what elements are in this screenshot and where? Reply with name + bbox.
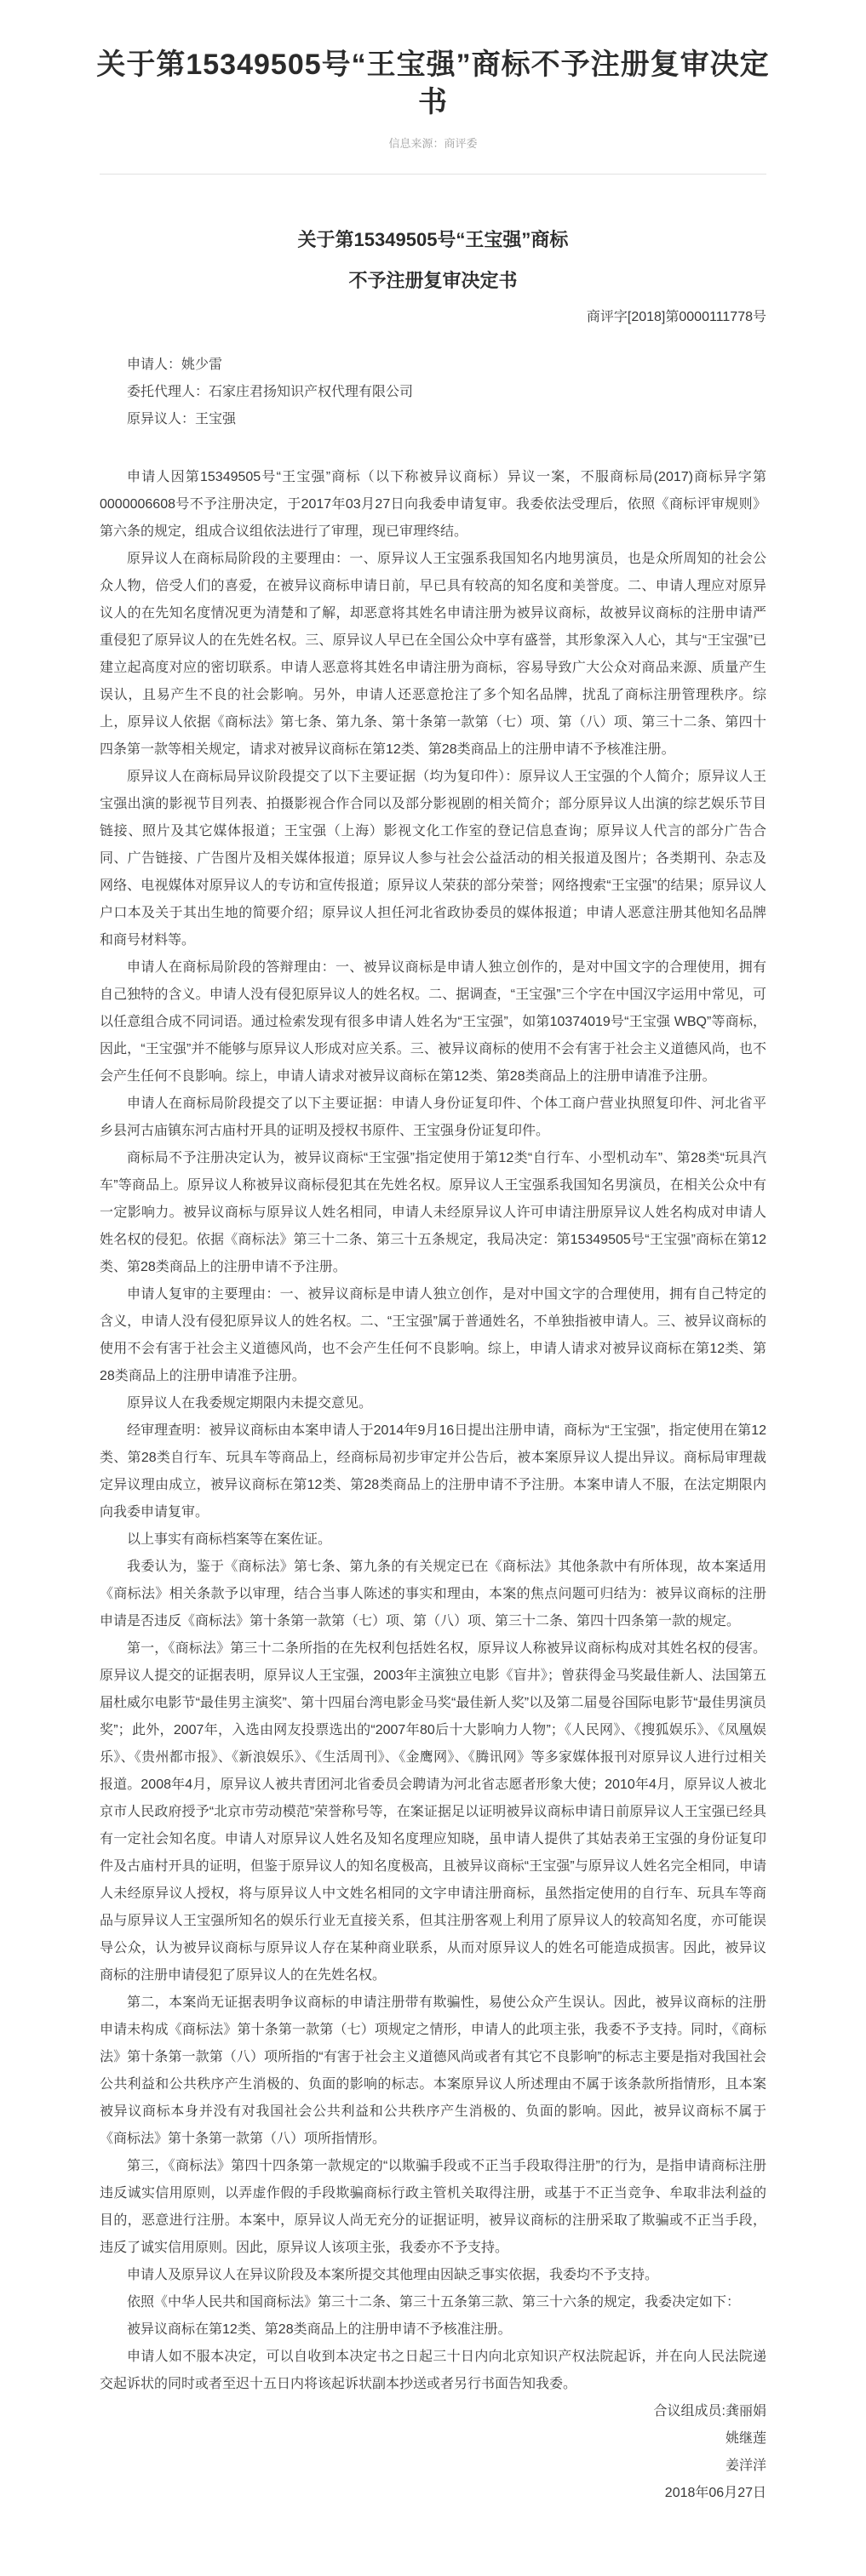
case-number: 商评字[2018]第0000111778号 <box>586 310 766 324</box>
document-paragraph: 经审理查明：被异议商标由本案申请人于2014年9月16日提出注册申请，商标为“王宝强”，指定使用在第12类、第28类自行车、玩具车等商品上，经商标局初步审定并公告后，被本案原异议人提出异议。商标局审理裁定异议理由成立，被异议商标在第12类、第28类商品上的注册申请不予注册。本案申请人不服，在法定期限内向我委申请复审。 <box>100 1423 766 1520</box>
document-paragraph: 申请人在商标局阶段提交了以下主要证据：申请人身份证复印件、个体工商户营业执照复印件、河北省平乡县河古庙镇东河古庙村开具的证明及授权书原件、王宝强身份证复印件。 <box>100 1096 766 1138</box>
document-title-line1: 关于第15349505号“王宝强”商标 <box>297 229 569 250</box>
party-agent: 委托代理人：石家庄君扬知识产权代理有限公司 <box>127 385 414 399</box>
info-source: 信息来源：商评委 <box>388 137 478 150</box>
document-paragraph: 被异议商标在第12类、第28类商品上的注册申请不予核准注册。 <box>127 2322 512 2337</box>
document-paragraph: 依照《中华人民共和国商标法》第三十二条、第三十五条第三款、第三十六条的规定，我委决定如下： <box>127 2295 741 2310</box>
document-paragraph: 申请人因第15349505号“王宝强”商标（以下称被异议商标）异议一案，不服商标局(2017)商标异字第0000006608号不予注册决定，于2017年03月27日向我委申请复审。我委依法受理后，依照《商标评审规则》第六条的规定，组成合议组依法进行了审理，现已审理终结。 <box>100 470 766 539</box>
document-paragraph: 商标局不予注册决定认为，被异议商标“王宝强”指定使用于第12类“自行车、小型机动车”、第28类“玩具汽车”等商品上。原异议人称被异议商标侵犯其在先姓名权。原异议人王宝强系我国知名男演员，在相关公众中有一定影响力。被异议商标与原异议人姓名相同，申请人未经原异议人许可申请注册原异议人姓名构成对申请人姓名权的侵犯。依据《商标法》第三十二条、第三十五条规定，我局决定：第15349505号“王宝强”商标在第12类、第28类商品上的注册申请不予注册。 <box>100 1151 766 1274</box>
signature-block <box>100 2398 766 2507</box>
document-paragraph: 申请人复审的主要理由：一、被异议商标是申请人独立创作，是对中国文字的合理使用，拥有自己特定的含义，申请人没有侵犯原异议人的姓名权。二、“王宝强”属于普通姓名，不单独指被申请人。三、被异议商标的使用不会有害于社会主义道德风尚，也不会产生任何不良影响。综上，申请人请求对被异议商标在第12类、第28类商品上的注册申请准予注册。 <box>100 1287 766 1383</box>
document-body <box>100 464 766 2398</box>
party-applicant: 申请人：姚少雷 <box>127 358 223 372</box>
document-paragraph: 第一，《商标法》第三十二条所指的在先权利包括姓名权，原异议人称被异议商标构成对其姓名权的侵害。原异议人提交的证据表明，原异议人王宝强，2003年主演独立电影《盲井》；曾获得金马奖最佳新人、法国第五届杜威尔电影节“最佳男主演奖”、第十四届台湾电影金马奖“最佳新人奖”以及第二届曼谷国际电影节“最佳男演员奖”；此外，2007年，入选由网友投票选出的“2007年80后十大影响力人物”；《人民网》、《搜狐娱乐》、《凤凰娱乐》、《贵州都市报》、《新浪娱乐》、《生活周刊》、《金鹰网》、《腾讯网》等多家媒体报刊对原异议人进行过相关报道。2008年4月，原异议人被共青团河北省委员会聘请为河北省志愿者形象大使；2010年4月，原异议人被北京市人民政府授予“北京市劳动模范”荣誉称号等，在案证据足以证明被异议商标申请日前原异议人王宝强已经具有一定社会知名度。申请人对原异议人姓名及知名度理应知晓，虽申请人提供了其姑表弟王宝强的身份证复印件及古庙村开具的证明，但鉴于原异议人的知名度极高，且被异议商标“王宝强”与原异议人姓名完全相同，申请人未经原异议人授权，将与原异议人中文姓名相同的文字申请注册商标，虽然指定使用的自行车、玩具车等商品与原异议人王宝强所知名的娱乐行业无直接关系，但其注册客观上利用了原异议人的较高知名度，亦可能误导公众，认为被异议商标与原异议人存在某种商业联系，从而对原异议人的姓名可能造成损害。因此，被异议商标的注册申请侵犯了原异议人的在先姓名权。 <box>100 1641 766 1983</box>
document-paragraph: 原异议人在商标局异议阶段提交了以下主要证据（均为复印件）：原异议人王宝强的个人简介；原异议人王宝强出演的影视节目列表、拍摄影视合作合同以及部分影视剧的相关简介；部分原异议人出演的综艺娱乐节目链接、照片及其它媒体报道；王宝强（上海）影视文化工作室的登记信息查询；原异议人代言的部分广告合同、广告链接、广告图片及相关媒体报道；原异议人参与社会公益活动的相关报道及图片；各类期刊、杂志及网络、电视媒体对原异议人的专访和宣传报道；原异议人荣获的部分荣誉；网络搜索“王宝强”的结果；原异议人户口本及关于其出生地的简要介绍；原异议人担任河北省政协委员的媒体报道；申请人恶意注册其他知名品牌和商号材料等。 <box>100 770 766 947</box>
document-title-line2: 不予注册复审决定书 <box>348 270 518 291</box>
decision-date: 2018年06月27日 <box>664 2486 766 2500</box>
document-paragraph: 第二，本案尚无证据表明争议商标的申请注册带有欺骗性，易使公众产生误认。因此，被异议商标的注册申请未构成《商标法》第十条第一款第（七）项规定之情形，申请人的此项主张，我委不予支持。同时，《商标法》第十条第一款第（八）项所指的“有害于社会主义道德风尚或者有其它不良影响”的标志主要是指对我国社会公共利益和公共秩序产生消极的、负面的影响的标志。本案原异议人所述理由不属于该条款所指情形，且本案被异议商标本身并没有对我国社会公共利益和公共秩序产生消极的、负面的影响。因此，被异议商标不属于《商标法》第十条第一款第（八）项所指情形。 <box>100 1995 766 2146</box>
document-paragraph: 原异议人在商标局阶段的主要理由：一、原异议人王宝强系我国知名内地男演员，也是众所周知的社会公众人物，倍受人们的喜爱，在被异议商标申请日前，早已具有较高的知名度和美誉度。二、申请人理应对原异议人的在先知名度情况更为清楚和了解，却恶意将其姓名申请注册为被异议商标，故被异议商标的注册申请严重侵犯了原异议人的在先姓名权。三、原异议人早已在全国公众中享有盛誉，其形象深入人心，其与“王宝强”已建立起高度对应的密切联系。申请人恶意将其姓名申请注册为商标，容易导致广大公众对商品来源、质量产生误认，且易产生不良的社会影响。另外，申请人还恶意抢注了多个知名品牌，扰乱了商标注册管理秩序。综上，原异议人依据《商标法》第七条、第九条、第十条第一款第（七）项、第（八）项、第三十二条、第四十四条第一款等相关规定，请求对被异议商标在第12类、第28类商品上的注册申请不予核准注册。 <box>100 552 766 757</box>
document-paragraph: 申请人及原异议人在异议阶段及本案所提交其他理由因缺乏事实依据，我委均不予支持。 <box>127 2268 659 2282</box>
decision-document <box>100 175 766 2507</box>
panel-member-line: 姚继莲 <box>725 2431 766 2446</box>
document-paragraph: 我委认为，鉴于《商标法》第七条、第九条的有关规定已在《商标法》其他条款中有所体现，故本案适用《商标法》相关条款予以审理，结合当事人陈述的事实和理由，本案的焦点问题可归结为：被异议商标的注册申请是否违反《商标法》第十条第一款第（七）项、第（八）项、第三十二条、第四十四条第一款的规定。 <box>100 1560 766 1629</box>
document-paragraph: 申请人在商标局阶段的答辩理由：一、被异议商标是申请人独立创作的，是对中国文字的合理使用，拥有自己独特的含义。申请人没有侵犯原异议人的姓名权。二、据调查，“王宝强”三个字在中国汉字运用中常见，可以任意组合成不同词语。通过检索发现有很多申请人姓名为“王宝强”，如第10374019号“王宝强 WBQ”等商标，因此，“王宝强”并不能够与原异议人形成对应关系。三、被异议商标的使用不会有害于社会主义道德风尚，也不会产生任何不良影响。综上，申请人请求对被异议商标在第12类、第28类商品上的注册申请准予注册。 <box>100 960 766 1084</box>
party-original-opponent: 原异议人：王宝强 <box>127 412 237 426</box>
document-paragraph: 第三，《商标法》第四十四条第一款规定的“以欺骗手段或不正当手段取得注册”的行为，是指申请商标注册违反诚实信用原则，以弄虚作假的手段欺骗商标行政主管机关取得注册，或基于不正当竞争、牟取非法利益的目的，恶意进行注册。本案中，原异议人尚无充分的证据证明，被异议商标的注册采取了欺骗或不正当手段，违反了诚实信用原则。因此，原异议人该项主张，我委亦不予支持。 <box>100 2159 766 2255</box>
parties-block <box>100 352 766 433</box>
panel-member-line: 合议组成员:龚丽娟 <box>653 2404 766 2419</box>
document-paragraph: 以上事实有商标档案等在案佐证。 <box>127 1532 332 1547</box>
document-paragraph: 申请人如不服本决定，可以自收到本决定书之日起三十日内向北京知识产权法院起诉，并在向人民法院递交起诉状的同时或者至迟十五日内将该起诉状副本抄送或者另行书面告知我委。 <box>100 2350 766 2391</box>
page-header <box>0 0 866 151</box>
document-paragraph: 原异议人在我委规定期限内未提交意见。 <box>127 1396 373 1411</box>
page-title: 关于第15349505号“王宝强”商标不予注册复审决定书 <box>96 49 770 118</box>
panel-member-line: 姜洋洋 <box>725 2459 766 2473</box>
